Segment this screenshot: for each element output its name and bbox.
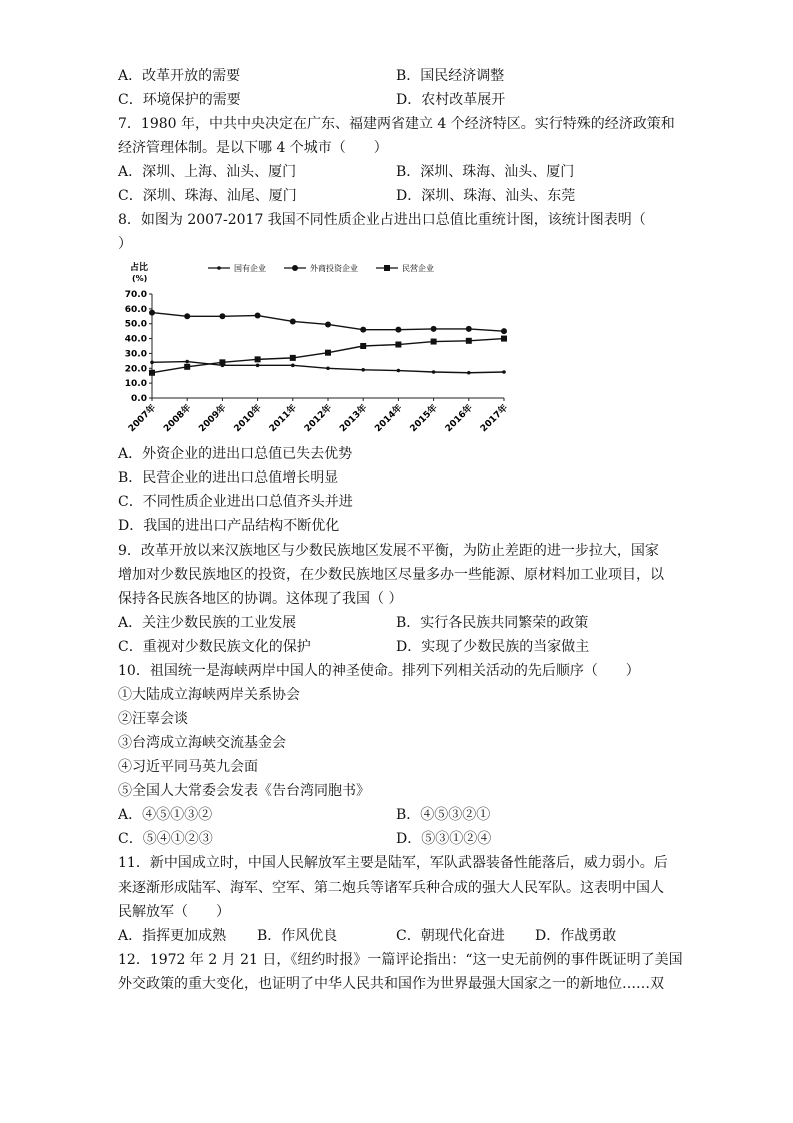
chart-x-tick-label: 2007年 <box>126 403 159 435</box>
q7-option-a: A．深圳、上海、汕头、厦门 <box>118 164 297 180</box>
chart-x-tick-label: 2016年 <box>443 403 475 435</box>
data-point <box>397 369 401 373</box>
enterprise-share-line-chart <box>112 256 512 436</box>
q8-option-c: C．不同性质企业进出口总值齐头并进 <box>118 494 353 510</box>
data-point <box>501 328 507 334</box>
q10-option-a: A．④⑤①③② <box>118 807 213 823</box>
data-point <box>325 350 331 356</box>
chart-x-tick-label: 2012年 <box>302 403 335 435</box>
chart-x-tick-label: 2013年 <box>338 403 370 435</box>
data-point <box>432 370 436 374</box>
q11-option-b: B．作风优良 <box>257 928 338 944</box>
q10-item-3: ③台湾成立海峡交流基金会 <box>118 735 286 751</box>
series-1 <box>150 360 506 375</box>
chart-y-tick-label: 30.0 <box>124 349 147 360</box>
chart-y-tick-label: 70.0 <box>124 290 147 300</box>
q11-option-a: A．指挥更加成熟 <box>118 928 227 944</box>
legend-marker <box>217 266 221 270</box>
q10-item-4: ④习近平同马英九会面 <box>118 759 258 775</box>
q8-option-d: D．我国的进出口产品结构不断优化 <box>118 518 340 534</box>
data-point <box>219 313 225 319</box>
q7-option-c: C．深圳、珠海、汕尾、厦门 <box>118 188 297 204</box>
q11-stem-line3: 民解放军（ ） <box>118 904 230 920</box>
data-point <box>290 318 296 324</box>
legend-label: 民营企业 <box>402 264 434 273</box>
q10-option-b: B．④⑤③②① <box>396 807 491 823</box>
q9-stem-line3: 保持各民族各地区的协调。这体现了我国（ ） <box>118 591 403 607</box>
legend-label: 外商投资企业 <box>310 264 358 273</box>
data-point <box>467 371 471 375</box>
data-point <box>502 370 506 374</box>
data-point <box>255 356 261 362</box>
q8-stem-line1: 8．如图为 2007-2017 我国不同性质企业占进出口总值比重统计图，该统计图表明（ <box>118 212 646 228</box>
data-point <box>219 359 225 365</box>
data-point <box>149 310 155 316</box>
data-point <box>185 360 189 364</box>
data-point <box>256 364 260 368</box>
q9-stem-line2: 增加对少数民族地区的投资，在少数民族地区尽量多办一些能源、原材料加工业项目，以 <box>118 567 664 583</box>
data-point <box>184 313 190 319</box>
q9-option-a: A．关注少数民族的工业发展 <box>118 615 297 631</box>
legend-marker <box>292 265 298 271</box>
chart-y-tick-label: 60.0 <box>124 304 147 315</box>
data-point <box>395 327 401 333</box>
q9-stem-line1: 9．改革开放以来汉族地区与少数民族地区发展不平衡，为防止差距的进一步拉大，国家 <box>118 543 659 559</box>
data-point <box>150 361 154 365</box>
q7-option-d: D．深圳、珠海、汕头、东莞 <box>396 188 576 204</box>
data-point <box>291 364 295 368</box>
data-point <box>466 338 472 344</box>
data-point <box>149 370 155 376</box>
data-point <box>326 366 330 370</box>
q6-option-c: C．环境保护的需要 <box>118 92 241 108</box>
q10-item-2: ②汪辜会谈 <box>118 711 188 727</box>
chart-x-tick-label: 2017年 <box>478 403 511 435</box>
chart-ylabel-line1: 占比 <box>130 263 149 273</box>
q11-option-c: C．朝现代化奋进 <box>396 928 505 944</box>
q7-stem-line1: 7．1980 年，中共中央决定在广东、福建两省建立 4 个经济特区。实行特殊的经济政策和 <box>118 116 675 132</box>
q8-option-b: B．民营企业的进出口总值增长明显 <box>118 470 339 486</box>
q6-option-a: A．改革开放的需要 <box>118 68 241 84</box>
chart-ylabel-line2: (%) <box>132 274 148 283</box>
chart-x-tick-label: 2009年 <box>197 403 229 435</box>
chart-x-tick-label: 2014年 <box>373 403 405 435</box>
q10-option-c: C．⑤④①②③ <box>118 831 213 847</box>
data-point <box>431 326 437 332</box>
data-point <box>501 336 507 342</box>
chart-x-tick-label: 2008年 <box>162 403 194 435</box>
q6-option-d: D．农村改革展开 <box>396 92 506 108</box>
q6-option-b: B．国民经济调整 <box>396 68 505 84</box>
legend-marker <box>384 265 390 271</box>
q8-option-a: A．外资企业的进出口总值已失去优势 <box>118 446 353 462</box>
chart-x-tick-label: 2011年 <box>267 403 299 435</box>
chart-y-tick-label: 50.0 <box>124 319 147 330</box>
data-point <box>431 339 437 345</box>
q9-option-c: C．重视对少数民族文化的保护 <box>118 639 311 655</box>
q11-stem-line2: 来逐渐形成陆军、海军、空军、第二炮兵等诸军兵种合成的强大人民军队。这表明中国人 <box>118 880 664 896</box>
q7-stem-line2: 经济管理体制。是以下哪 4 个城市（ ） <box>118 140 388 156</box>
data-point <box>395 342 401 348</box>
data-point <box>255 313 261 319</box>
q12-stem-line1: 12．1972 年 2 月 21 日，《纽约时报》一篇评论指出：“这一史无前例的事件既证明了美国 <box>118 952 683 968</box>
data-point <box>360 343 366 349</box>
chart-x-tick-label: 2010年 <box>232 403 264 435</box>
q10-stem: 10．祖国统一是海峡两岸中国人的神圣使命。排列下列相关活动的先后顺序（ ） <box>118 663 640 679</box>
chart-series <box>149 310 507 376</box>
chart-legend <box>208 263 434 273</box>
data-point <box>360 327 366 333</box>
q12-stem-line2: 外交政策的重大变化，也证明了中华人民共和国作为世界最强大国家之一的新地位……双 <box>118 976 664 992</box>
q11-option-d: D．作战勇敢 <box>535 928 617 944</box>
data-point <box>466 326 472 332</box>
data-point <box>184 364 190 370</box>
data-point <box>361 368 365 372</box>
q10-item-1: ①大陆成立海峡两岸关系协会 <box>118 687 300 703</box>
data-point <box>290 355 296 361</box>
q8-stem-line2: ） <box>118 236 132 252</box>
q9-option-d: D．实现了少数民族的当家做主 <box>396 639 590 655</box>
chart-y-tick-label: 20.0 <box>124 364 147 375</box>
q7-option-b: B．深圳、珠海、汕头、厦门 <box>396 164 575 180</box>
chart-y-tick-label: 40.0 <box>124 334 147 345</box>
q9-option-b: B．实行各民族共同繁荣的政策 <box>396 615 589 631</box>
data-point <box>325 321 331 327</box>
series-2 <box>149 310 507 335</box>
chart-y-tick-label: 0.0 <box>131 394 147 404</box>
legend-label: 国有企业 <box>234 264 266 273</box>
q10-option-d: D．⑤③①②④ <box>396 831 492 847</box>
chart-x-tick-label: 2015年 <box>408 403 440 435</box>
q11-stem-line1: 11．新中国成立时，中国人民解放军主要是陆军，军队武器装备性能落后，威力弱小。后 <box>118 855 668 871</box>
q10-item-5: ⑤全国人大常委会发表《告台湾同胞书》 <box>118 783 370 799</box>
chart-y-tick-label: 10.0 <box>124 379 147 390</box>
